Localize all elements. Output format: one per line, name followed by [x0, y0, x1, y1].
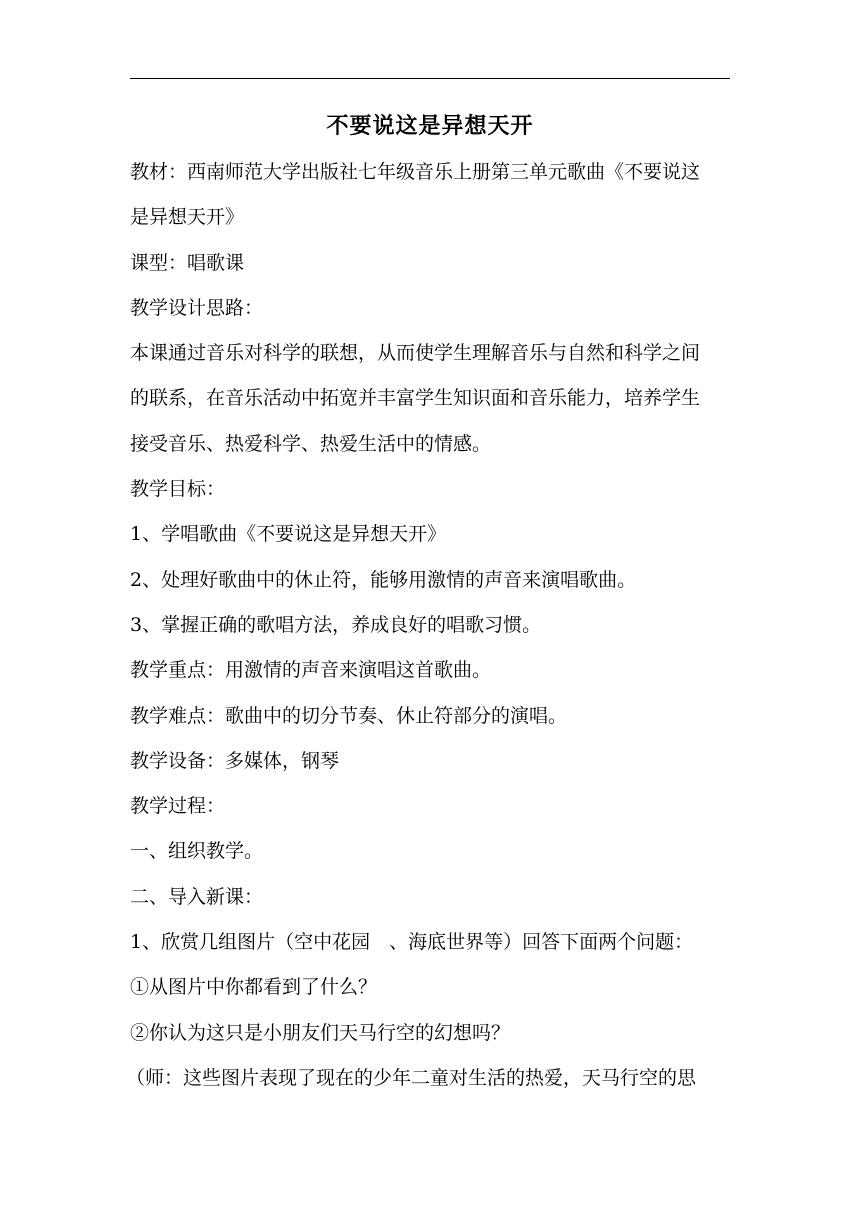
text-line-goals-heading: 教学目标：: [130, 478, 226, 501]
text-line-textbook-1: 教材：西南师范大学出版社七年级音乐上册第三单元歌曲《不要说这: [130, 161, 701, 183]
text-line-design-3: 接受音乐、热爱科学、热爱生活中的情感。: [130, 432, 492, 455]
text-line-difficulty: 教学难点：歌曲中的切分节奏、休止符部分的演唱。: [130, 704, 568, 727]
header-rule: [130, 78, 730, 79]
text-line-goal-1: 1、学唱歌曲《不要说这是异想天开》: [130, 523, 447, 546]
text-line-step-2: 二、导入新课：: [130, 885, 264, 908]
text-line-goal-3: 3、掌握正确的歌唱方法，养成良好的唱歌习惯。: [130, 613, 542, 636]
document-body: [126, 153, 732, 1104]
text-line-design-1: 本课通过音乐对科学的联想，从而使学生理解音乐与自然和科学之间: [130, 342, 701, 365]
text-line-equipment: 教学设备：多媒体，钢琴: [130, 749, 340, 772]
document-title: 不要说这是异想天开: [326, 114, 534, 139]
text-line-key-point: 教学重点：用激情的声音来演唱这首歌曲。: [130, 659, 492, 682]
text-line-teacher-note: （师：这些图片表现了现在的少年二童对生活的热爱，天马行空的思: [126, 1066, 697, 1089]
text-line-design-heading: 教学设计思路：: [130, 296, 264, 319]
text-line-process-heading: 教学过程：: [130, 795, 226, 818]
text-line-question-2: ②你认为这只是小朋友们天马行空的幻想吗？: [130, 1021, 511, 1044]
text-line-goal-2: 2、处理好歌曲中的休止符，能够用激情的声音来演唱歌曲。: [130, 568, 637, 591]
text-line-design-2: 的联系，在音乐活动中拓宽并丰富学生知识面和音乐能力，培养学生: [130, 387, 701, 410]
text-line-lesson-type: 课型：唱歌课: [130, 251, 245, 274]
text-line-step-1: 一、组织教学。: [130, 840, 264, 863]
text-line-question-1: ①从图片中你都看到了什么？: [130, 976, 378, 999]
text-line-textbook-2: 是异想天开》: [130, 206, 245, 229]
text-line-step-2-1: 1、欣赏几组图片（空中花园 、海底世界等）回答下面两个问题：: [130, 931, 694, 954]
